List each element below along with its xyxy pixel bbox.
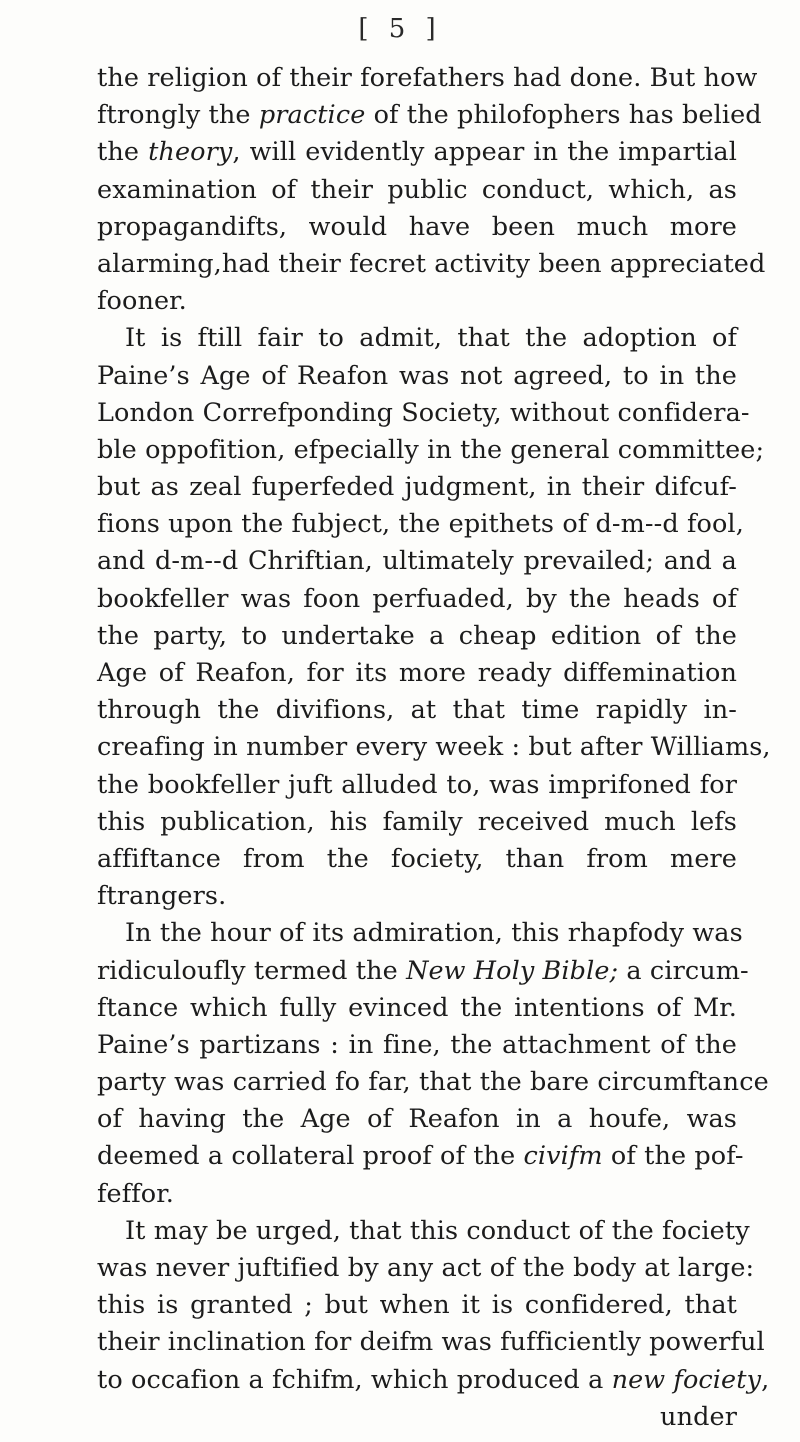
text-run: a circum-: [618, 955, 749, 986]
text-run: of the philofophers has belied: [365, 100, 762, 131]
text-run: of the pof-: [602, 1141, 744, 1172]
text-run: but as zeal fuperfeded judgment, in their difcuf-: [97, 472, 737, 503]
text-line: [97, 692, 737, 729]
text-line: [97, 953, 749, 990]
text-line: [97, 618, 737, 655]
text-line: [97, 841, 737, 878]
text-line: [97, 767, 737, 804]
text-run: It is ftill fair to admit, that the adoption of: [125, 323, 737, 354]
text-run: ftrongly the: [97, 100, 259, 131]
body-text: [97, 60, 771, 1436]
text-line: [97, 581, 737, 618]
text-run: party was carried fo far, that the bare circumftance: [97, 1067, 769, 1098]
text-line: [97, 1250, 755, 1287]
text-run: ftrangers.: [97, 881, 227, 912]
text-run: Age of Reafon, for its more ready diffemination: [97, 658, 737, 688]
text-line: [97, 1176, 737, 1213]
text-line: [97, 469, 737, 506]
text-run: affiftance from the fociety, than from mere: [97, 843, 737, 874]
text-line: [97, 320, 737, 357]
text-run: the religion of their forefathers had done. But how: [97, 63, 758, 93]
text-run: under: [660, 1401, 737, 1432]
text-line: [97, 358, 737, 395]
text-line: [97, 729, 771, 766]
text-line: [97, 432, 765, 469]
text-run: this is granted ; but when it is confidered, that: [97, 1290, 737, 1321]
text-line: [97, 1138, 744, 1175]
text-line: [97, 172, 737, 209]
text-run: ftance which fully evinced the intentions of Mr.: [97, 992, 737, 1023]
text-line: [97, 395, 750, 432]
text-run: this publication, his family received much lefs: [97, 806, 737, 837]
text-run: ,: [761, 1364, 770, 1395]
text-run: Paine’s Age of Reafon was not agreed, to in the: [97, 360, 737, 391]
text-run: London Correfponding Society, without confidera-: [97, 397, 750, 428]
text-line: [97, 915, 743, 952]
text-line: [97, 209, 737, 246]
text-run: the: [97, 137, 149, 168]
text-run: creafing in number every week : but after Williams,: [97, 732, 771, 763]
text-line: [97, 134, 737, 171]
text-line: [97, 1362, 770, 1399]
text-line: [97, 506, 744, 543]
text-run: Paine’s partizans : in fine, the attachment of the: [97, 1029, 737, 1060]
text-line: [97, 1213, 750, 1250]
text-line: [97, 543, 737, 580]
text-line: [97, 60, 758, 97]
text-run: their inclination for deifm was fufficiently powerful: [97, 1327, 765, 1358]
text-line: [97, 804, 737, 841]
text-run: alarming,had their fecret activity been appreciated: [97, 248, 766, 279]
text-run: ridiculoufly termed the: [97, 955, 407, 986]
text-line: [97, 1287, 737, 1324]
italic-text: new fociety: [611, 1364, 762, 1395]
text-run: fions upon the fubject, the epithets of d-m--d fool,: [97, 509, 744, 540]
italic-text: New Holy Bible;: [406, 955, 619, 986]
text-line: [97, 97, 762, 134]
italic-text: civifm: [523, 1141, 603, 1172]
italic-text: practice: [258, 100, 366, 131]
text-line: [97, 1101, 737, 1138]
text-run: fooner.: [97, 286, 187, 317]
text-line: [97, 990, 737, 1027]
text-line: [97, 1399, 737, 1436]
text-run: examination of their public conduct, which, as: [97, 174, 737, 205]
text-run: the bookfeller juft alluded to, was imprifoned for: [97, 769, 737, 800]
page-number: [ 5 ]: [358, 14, 442, 44]
text-run: of having the Age of Reafon in a houfe, was: [97, 1104, 737, 1135]
italic-text: theory: [148, 137, 233, 168]
text-run: the party, to undertake a cheap edition of the: [97, 620, 737, 651]
text-line: [97, 1324, 765, 1361]
text-run: was never juftified by any act of the body at large:: [97, 1253, 755, 1283]
text-run: deemed a collateral proof of the: [97, 1141, 524, 1172]
text-run: through the divifions, at that time rapidly in-: [97, 695, 737, 726]
text-run: to occafion a fchifm, which produced a: [97, 1364, 612, 1395]
text-run: propagandifts, would have been much more: [97, 211, 737, 242]
text-line: [97, 878, 737, 915]
text-line: [97, 246, 766, 283]
text-run: feffor.: [97, 1178, 174, 1209]
text-line: [97, 1064, 769, 1101]
text-run: ble oppofition, efpecially in the general committee;: [97, 434, 765, 465]
text-run: In the hour of its admiration, this rhapfody was: [125, 918, 743, 949]
text-line: [97, 283, 737, 320]
text-run: , will evidently appear in the impartial: [232, 137, 737, 168]
text-run: bookfeller was foon perfuaded, by the heads of: [97, 583, 737, 614]
text-run: and d-m--d Chriftian, ultimately prevailed; and a: [97, 546, 737, 577]
text-line: [97, 655, 737, 692]
text-line: [97, 1027, 737, 1064]
text-run: It may be urged, that this conduct of the fociety: [125, 1215, 750, 1246]
